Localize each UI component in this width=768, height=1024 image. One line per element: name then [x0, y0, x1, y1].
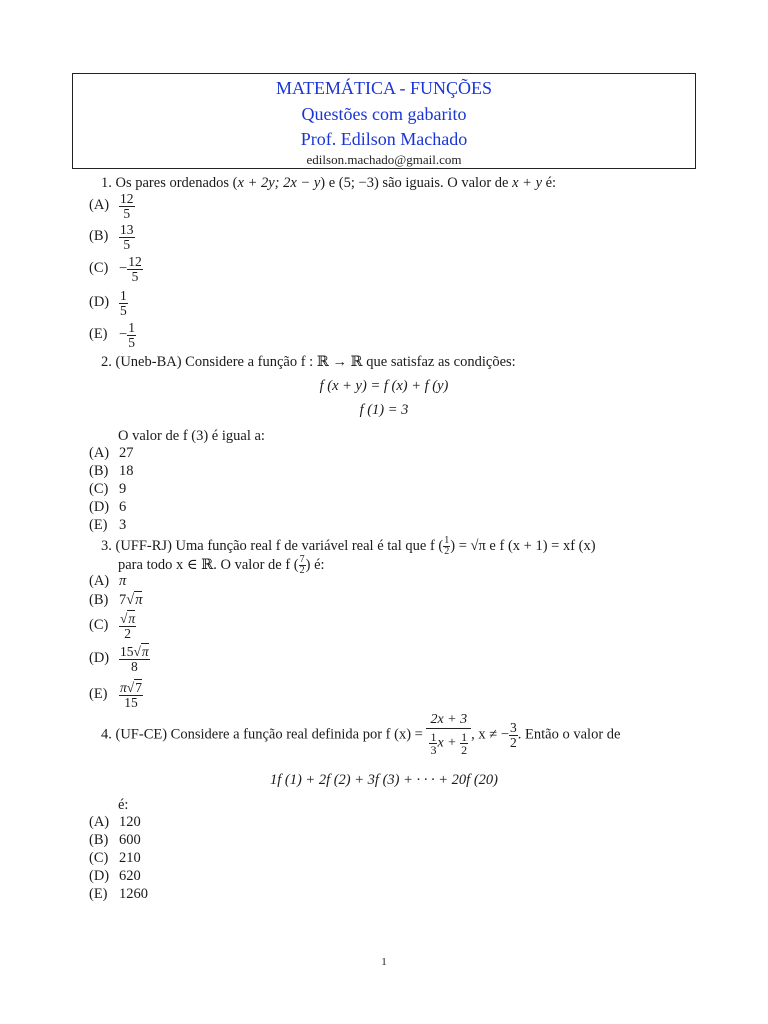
document-title: MATEMÁTICA - FUNÇÕES	[275, 78, 493, 98]
page-number: 1	[381, 956, 387, 968]
q4-option-e: (E) 1260	[89, 886, 148, 902]
q4-option-d: (D) 620	[89, 868, 141, 884]
q2-equation-1: f (x + y) = f (x) + f (y)	[319, 378, 449, 394]
q3-option-b: (B) 7√π	[89, 592, 143, 608]
author-email: edilson.machado@gmail.com	[306, 152, 462, 167]
question-2: 2. (Uneb-BA) Considere a função f : ℝ → ℝ que satisfaz as condições:	[101, 354, 516, 370]
q2-option-a: (A) 27	[89, 445, 134, 461]
q3-option-a: (A) π	[89, 573, 127, 589]
q2-option-b: (B) 18	[89, 463, 134, 479]
q1-option-c: (C) − $\frac{12}{5}$	[89, 254, 142, 284]
q4-question: é:	[118, 797, 129, 813]
q4-sum-expression: 1f (1) + 2f (2) + 3f (3) + · · · + 20f (20)	[269, 772, 498, 788]
q3-option-d: (D) $\frac{15√\pi}{8}$	[89, 644, 149, 674]
q4-option-c: (C) 210	[89, 850, 141, 866]
question-3-line-2: para todo x ∈ ℝ. O valor de f ( $\frac{7}{2}$ ) é:	[118, 554, 325, 576]
question-4: 4. (UF-CE) Considere a função real definida por f (x) = 2x + 3 $\frac{1}{3}$ x + $\frac{1}{2}$ , x ≠ − $\frac{3}{2}$ . Então o valor de	[101, 712, 621, 757]
q4-option-a: (A) 120	[89, 814, 141, 830]
q2-option-d: (D) 6	[89, 499, 127, 515]
q1-option-d: (D) $\frac{1}{5}$	[89, 288, 127, 318]
header-box	[72, 73, 696, 169]
q1-option-b: (B) $\frac{13}{5}$	[89, 222, 134, 252]
q2-option-e: (E) 3	[89, 517, 127, 533]
q4-option-b: (B) 600	[89, 832, 141, 848]
q3-option-e: (E) $\frac{\pi√7}{15}$	[89, 680, 142, 710]
q1-option-e: (E) − $\frac{1}{5}$	[89, 320, 135, 350]
q2-equation-2: f (1) = 3	[359, 402, 409, 418]
author-name: Prof. Edilson Machado	[300, 129, 468, 149]
question-3-line-1: 3. (UFF-RJ) Uma função real f de variável real é tal que f ( $\frac{1}{2}$ ) = √π e f (x + 1) = xf (x)	[101, 535, 596, 557]
q3-option-c: (C) $\frac{√\pi}{2}$	[89, 611, 136, 641]
q1-option-a: (A) $\frac{12}{5}$	[89, 191, 134, 221]
question-1: 1. Os pares ordenados (x + 2y; 2x − y) e (5; −3) são iguais. O valor de x + y é:	[101, 175, 557, 191]
document-subtitle: Questões com gabarito	[301, 104, 467, 124]
q2-option-c: (C) 9	[89, 481, 127, 497]
q2-question: O valor de f (3) é igual a:	[118, 428, 265, 444]
